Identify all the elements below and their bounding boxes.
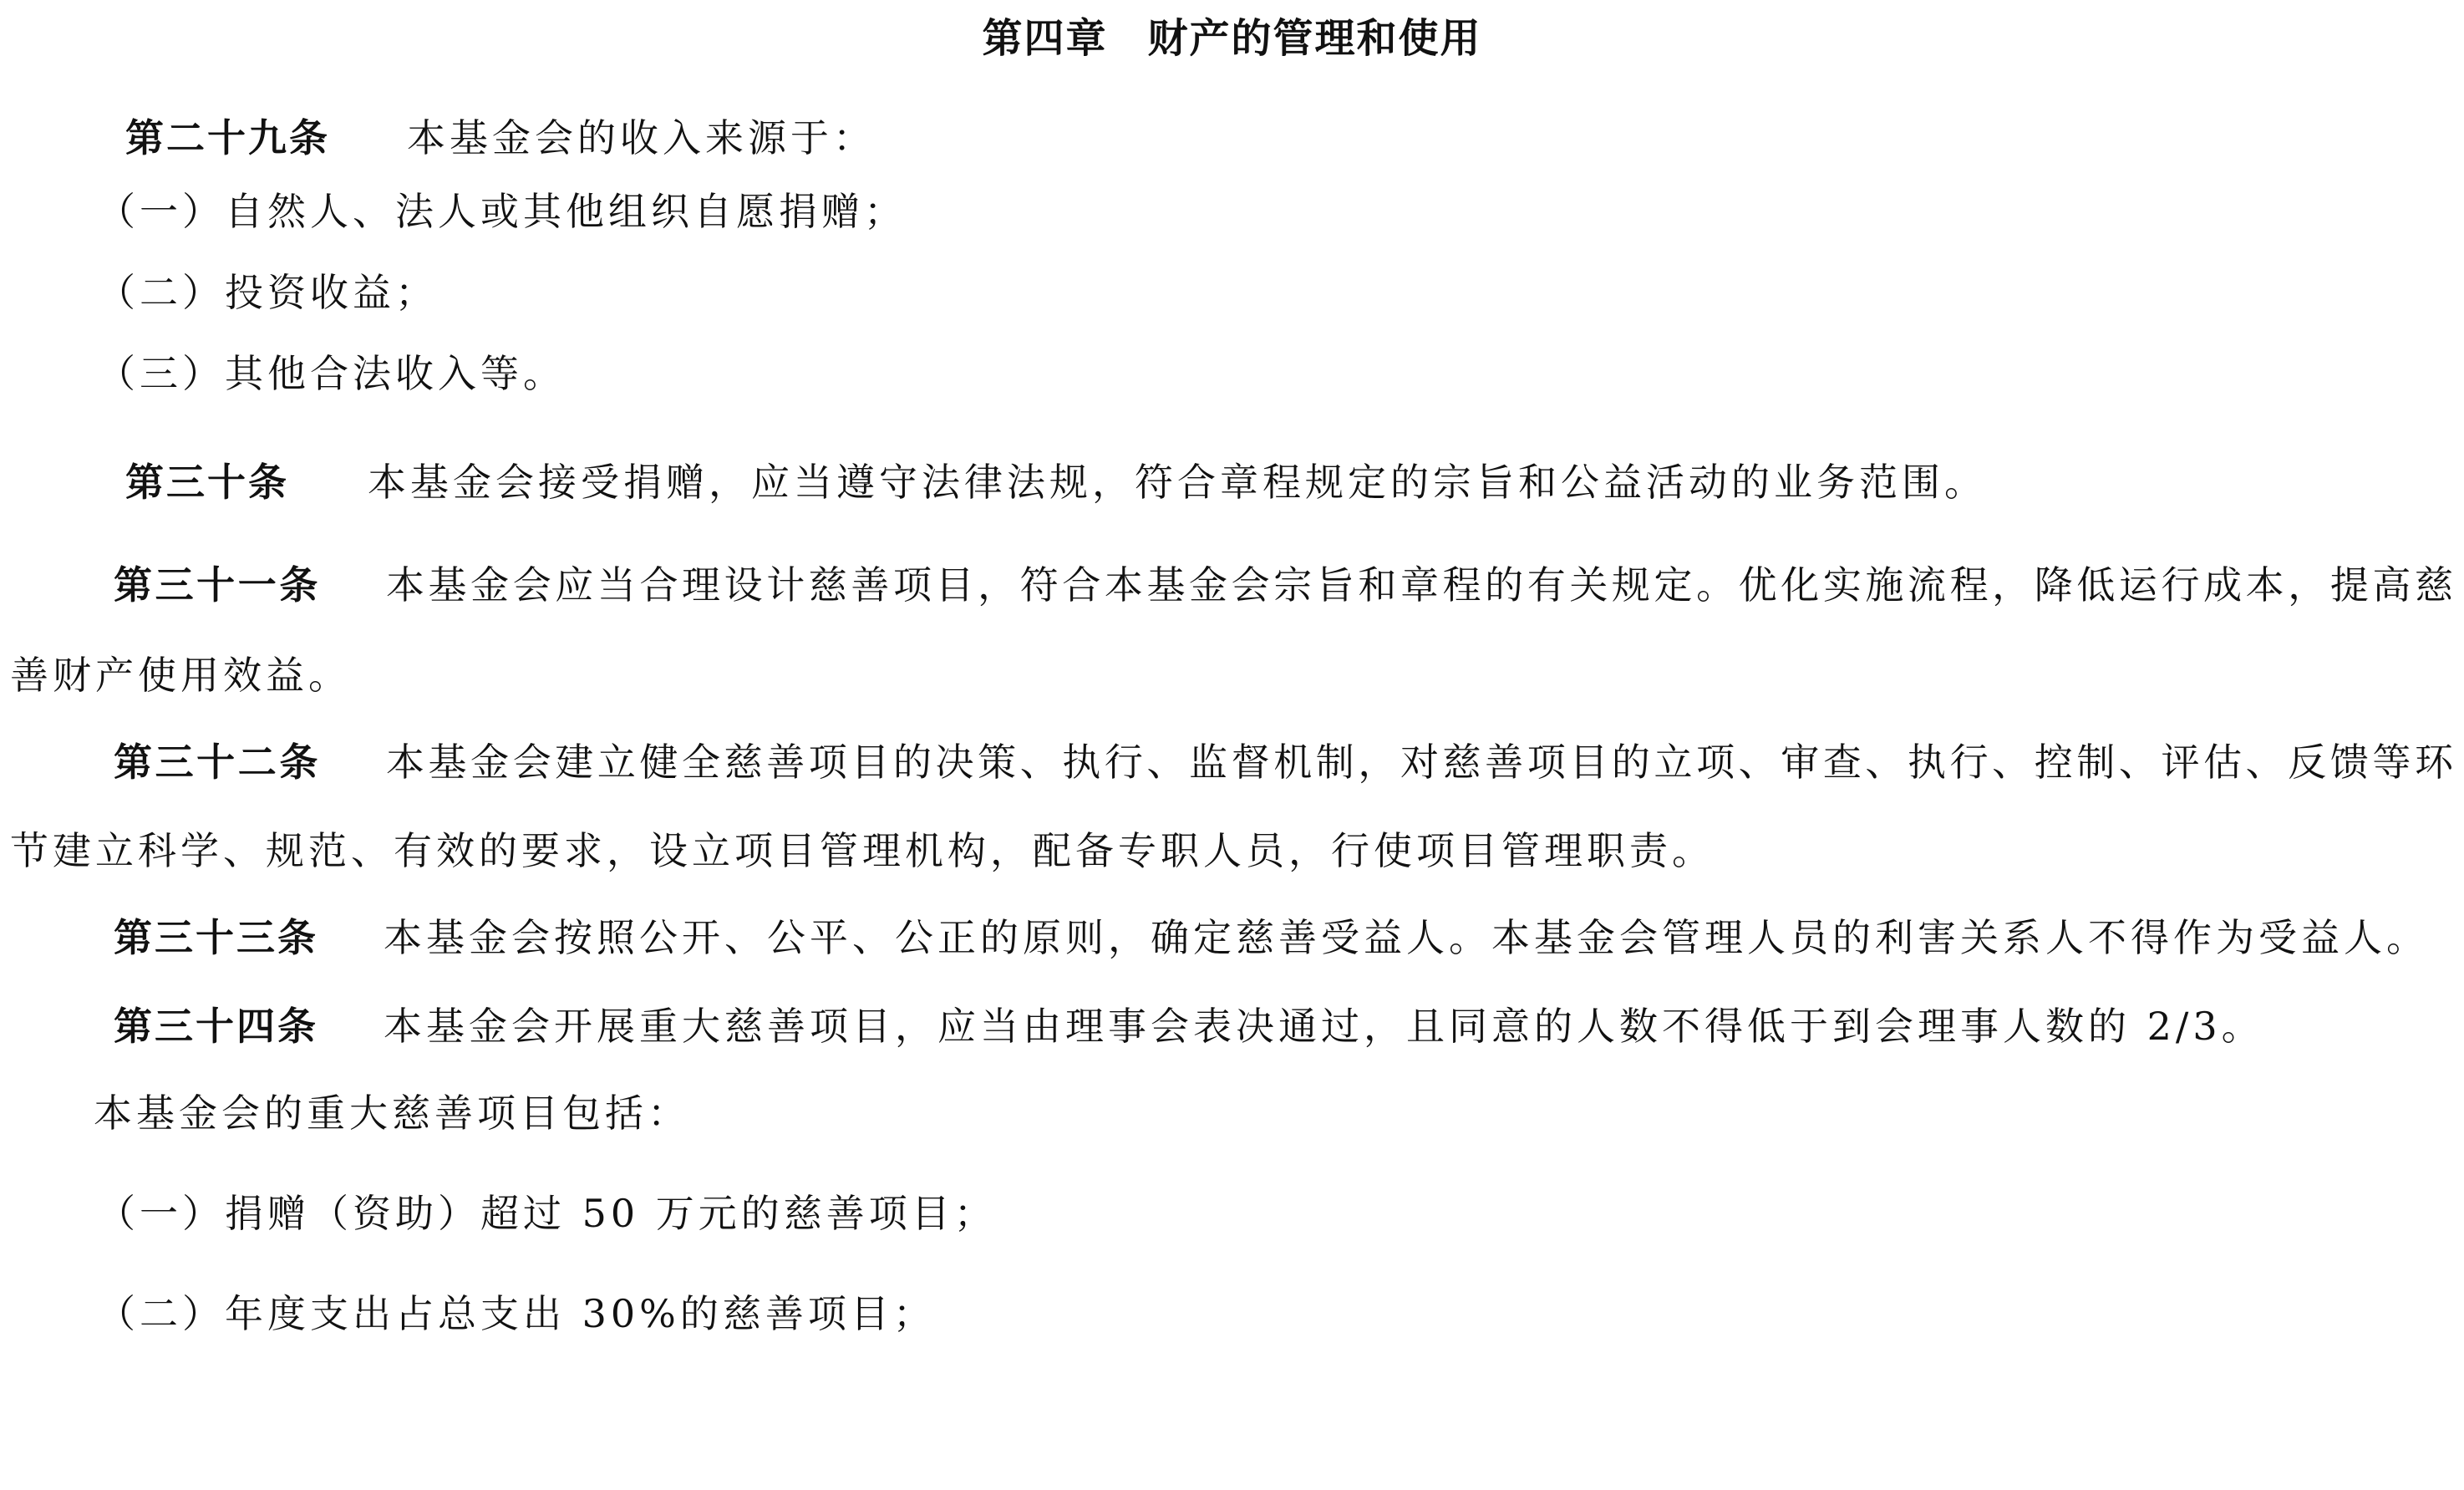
article-33	[114, 913, 2429, 963]
article-label: 第二十九条	[125, 115, 330, 160]
article-34-intro: 本基金会的重大慈善项目包括：	[94, 1091, 690, 1136]
chapter-heading	[0, 12, 2464, 65]
article-label: 第三十条	[125, 460, 289, 505]
article-text: 本基金会的收入来源于：	[407, 115, 876, 160]
article-34-item-2: （二）年度支出占总支出 30%的慈善项目；	[97, 1291, 936, 1336]
article-32-line-1	[114, 737, 2456, 787]
chapter-title: 财产的管理和使用	[1147, 15, 1482, 62]
article-29-item-1: （一）自然人、法人或其他组织自愿捐赠；	[97, 189, 907, 234]
article-31-line-2: 善财产使用效益。	[10, 653, 351, 698]
article-31-line-1	[114, 560, 2456, 610]
article-label: 第三十一条	[114, 562, 321, 608]
article-29	[125, 113, 876, 163]
article-32-line-2: 节建立科学、规范、有效的要求，设立项目管理机构，配备专职人员，行使项目管理职责。	[10, 828, 1715, 873]
article-30	[125, 457, 1987, 507]
article-34-item-1: （一）捐赠（资助）超过 50 万元的慈善项目；	[97, 1191, 997, 1236]
article-text: 本基金会建立健全慈善项目的决策、执行、监督机制，对慈善项目的立项、审查、执行、控制、评估、反馈等环	[385, 740, 2456, 785]
article-29-item-2: （二）投资收益；	[97, 270, 438, 315]
article-label: 第三十四条	[114, 1004, 318, 1049]
chapter-number: 第四章	[982, 15, 1108, 62]
article-29-item-3: （三）其他合法收入等。	[97, 351, 566, 396]
article-text: 本基金会接受捐赠，应当遵守法律法规，符合章程规定的宗旨和公益活动的业务范围。	[368, 460, 1987, 505]
article-text: 本基金会开展重大慈善项目，应当由理事会表决通过，且同意的人数不得低于到会理事人数的 2/3。	[384, 1004, 2264, 1049]
article-text: 本基金会应当合理设计慈善项目，符合本基金会宗旨和章程的有关规定。优化实施流程，降低运行成本，提高慈	[385, 562, 2456, 608]
article-34	[114, 1001, 2264, 1051]
article-text: 本基金会按照公开、公平、公正的原则，确定慈善受益人。本基金会管理人员的利害关系人不得作为受益人。	[384, 915, 2429, 960]
article-label: 第三十二条	[114, 740, 321, 785]
article-label: 第三十三条	[114, 915, 318, 960]
